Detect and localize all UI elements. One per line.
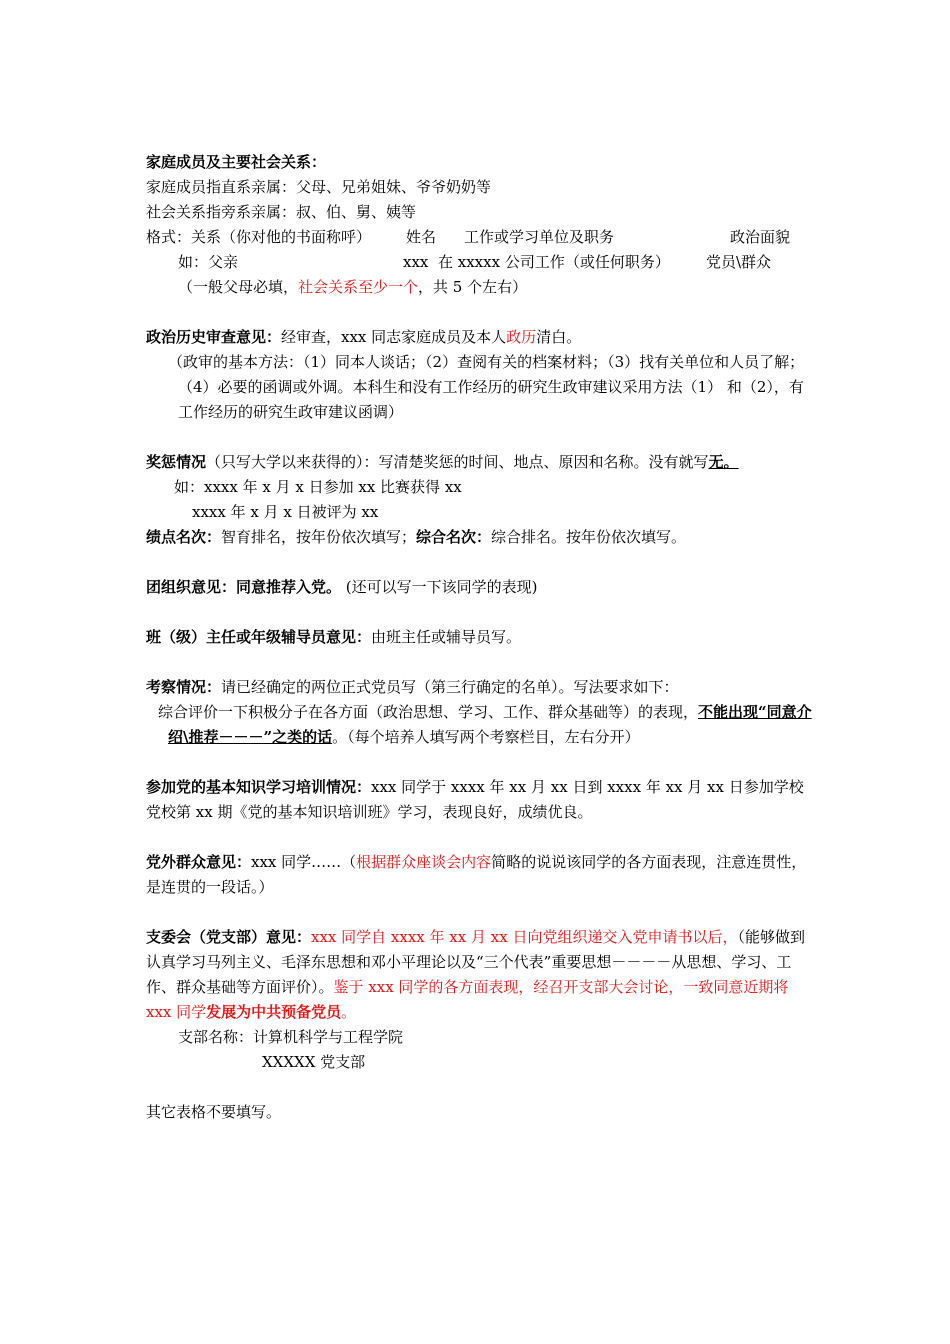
inspection-detail-a: 综合评价一下积极分子在各方面（政治思想、学习、工作、群众基础等）的表现， <box>158 703 699 721</box>
masses-block <box>146 850 814 900</box>
masses-text-b: 简略的说说该同学的各方面表现，注意连贯性，是连贯的一段话。） <box>146 853 807 896</box>
inspection-detail-u: 不能出现“同意介绍\推荐－－－”之类的话 <box>168 703 812 746</box>
gpa-heading-1: 绩点名次： <box>146 528 222 546</box>
format-work: 工作或学习单位及职务 <box>464 228 615 246</box>
league-row <box>146 575 814 600</box>
gpa-text-1: 智育排名，按年份依次填写； <box>221 528 417 546</box>
example-political: 党员\群众 <box>706 253 772 271</box>
family-line-2: 社会关系指旁系亲属：叔、伯、舅、姨等 <box>146 203 417 221</box>
inspection-heading: 考察情况： <box>146 678 222 696</box>
branch-name-label: 支部名称：计算机科学与工程学院 <box>178 1028 404 1046</box>
format-name: 姓名 <box>406 228 437 246</box>
political-review <box>146 325 814 350</box>
format-political: 政治面貌 <box>730 228 791 246</box>
family-line-1: 家庭成员指直系亲属：父母、兄弟姐妹、爷爷奶奶等 <box>146 178 492 196</box>
family-note-a: （一般父母必填， <box>178 278 299 296</box>
document-content <box>146 150 814 1125</box>
example-label: 如：父亲 <box>178 253 239 271</box>
masses-text-red: 根据群众座谈会内容 <box>356 853 492 871</box>
political-method: （政审的基本方法：（1）同本人谈话；（2）查阅有关的档案材料；（3）找有关单位和人员了解；（4）必要的函调或外调。本科生和没有工作经历的研究生政审建议采用方法（1） 和（2），有工作经历的研究生政审建议函调） <box>168 353 805 421</box>
league-bold-text: 同意推荐入党。 <box>236 578 342 596</box>
gpa-row <box>146 525 814 550</box>
branch-red-bold: 发展为中共预备党员 <box>206 1003 342 1021</box>
rewards-heading: 奖惩情况 <box>146 453 207 471</box>
political-text-red: 政历 <box>506 328 537 346</box>
footer-note: 其它表格不要填写。 <box>146 1103 282 1121</box>
gpa-heading-2: 综合名次： <box>416 528 492 546</box>
family-note <box>146 275 814 300</box>
example-name: xxx <box>403 253 429 271</box>
branch-text-b: （能够做到认真学习马列主义、毛泽东思想和邓小平理论以及“三个代表”重要思想－－－－从思想、学习、工作、群众基础等方面评价）。 <box>146 928 805 996</box>
political-heading: 政治历史审查意见： <box>146 328 282 346</box>
political-text-b: 清白。 <box>536 328 582 346</box>
training-block <box>146 775 814 825</box>
rewards-example-1: 如：xxxx 年 x 月 x 日参加 xx 比赛获得 xx <box>174 478 462 496</box>
masses-text-a: xxx 同学……（ <box>251 853 357 871</box>
league-text: (还可以写一下该同学的表现) <box>341 578 538 596</box>
branch-red-a: xxx 同学自 xxxx 年 xx 月 xx 日向党组织递交入党申请书以后， <box>311 928 738 946</box>
masses-heading: 党外群众意见： <box>146 853 252 871</box>
inspection-detail-b: 。（每个培养人填写两个考察栏目，左右分开） <box>332 728 640 746</box>
training-text: xxx 同学于 xxxx 年 xx 月 xx 日到 xxxx 年 xx 月 xx 日参加学校党校第 xx 期《党的基本知识培训班》学习，表现良好，成绩优良。 <box>146 778 804 821</box>
family-format-row <box>146 225 814 250</box>
rewards-none: 无。 <box>708 453 739 471</box>
teacher-text: 由班主任或辅导员写。 <box>371 628 522 646</box>
family-note-b: ，共 5 个左右） <box>418 278 528 296</box>
branch-name-value: XXXXX 党支部 <box>262 1053 366 1071</box>
rewards-text: （只写大学以来获得的）：写清楚奖惩的时间、地点、原因和名称。没有就写 <box>206 453 709 471</box>
rewards-example-2: xxxx 年 x 月 x 日被评为 xx <box>192 503 379 521</box>
inspection-detail <box>146 700 814 750</box>
rewards-row <box>146 450 814 475</box>
gpa-text-2: 综合排名。按年份依次填写。 <box>491 528 687 546</box>
branch-block <box>146 925 814 1025</box>
league-heading: 团组织意见： <box>146 578 237 596</box>
branch-red-c: 鉴于 xxx 同学的各方面表现，经召开支部大会讨论，一致同意近期将 xxx 同学 <box>146 978 789 1021</box>
family-note-red: 社会关系至少一个 <box>298 278 419 296</box>
format-label: 格式：关系（你对他的书面称呼） <box>146 228 372 246</box>
training-heading: 参加党的基本知识学习培训情况： <box>146 778 372 796</box>
family-heading: 家庭成员及主要社会关系： <box>146 153 327 171</box>
political-text-a: 经审查，xxx 同志家庭成员及本人 <box>281 328 507 346</box>
teacher-row <box>146 625 814 650</box>
teacher-heading: 班（级）主任或年级辅导员意见： <box>146 628 372 646</box>
branch-heading: 支委会（党支部）意见： <box>146 928 312 946</box>
branch-red-d: 。 <box>341 1003 357 1021</box>
inspection-row <box>146 675 814 700</box>
family-example-row <box>146 250 814 275</box>
inspection-text: 请已经确定的两位正式党员写（第三行确定的名单）。写法要求如下： <box>221 678 679 696</box>
example-work: 在 xxxxx 公司工作（或任何职务） <box>438 253 670 271</box>
